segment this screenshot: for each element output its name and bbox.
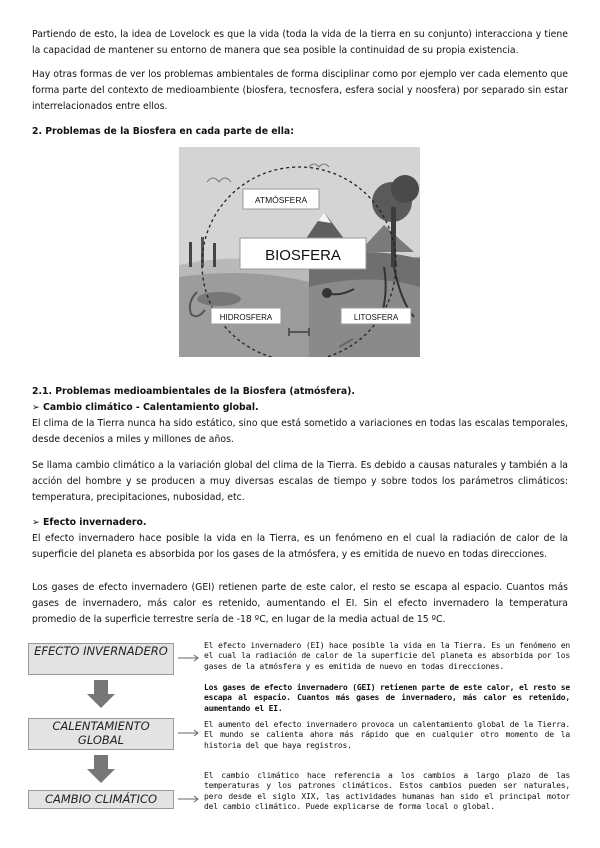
cambio-climatico-description: El cambio climático hace referencia a los cambios a largo plazo de las temperaturas y los patrones climáticos. Estos cambios pueden ser naturales, pero desde el siglo XIX, las actividades humanas han sido el principal motor del cambio climático. Puede explicarse de forma local o global. [204,771,570,811]
section-2-1-heading: 2.1. Problemas medioambientales de la Biosfera (atmósfera). [32,386,355,397]
litosfera-label: LITOSFERA [353,313,399,322]
calentamiento-global-box: CALENTAMIENTO GLOBAL [28,718,174,750]
atmosfera-label: ATMÓSFERA [254,195,308,205]
biosfera-illustration [179,147,420,357]
arrow-right-icon [178,729,200,737]
efecto-invernadero-subheading: ➢ Efecto invernadero. [32,517,147,528]
efecto-invernadero-paragraph-1: El efecto invernadero hace posible la vida en la Tierra, es un fenómeno en el cual la radiación de calor de la superficie del planeta es absorbida por los gases de la atmósfera, y es emitida de nuevo en todas direcciones. [32,533,568,560]
gei-description: Los gases de efecto invernadero (GEI) retienen parte de este calor, el resto se escapa al espacio. Cuantos más gases de invernadero, más calor es retenido, aumentando el EI. [204,683,570,713]
section-2-heading: 2. Problemas de la Biosfera en cada parte de ella: [32,126,294,137]
cambio-climatico-paragraph-2: Se llama cambio climático a la variación global del clima de la Tierra. Es debido a causas naturales y también a la acción del hombre y se producen a muy diversas escalas de tiempo y sobre todos los parámetros climáticos: temperatura, precipitaciones, nubosidad, etc. [32,460,568,503]
efecto-invernadero-paragraph-2: Los gases de efecto invernadero (GEI) retienen parte de este calor, el resto se escapa al espacio. Cuantos más gases de invernadero, más calor es retenido, aumentando el EI. Sin el efecto invernadero la temperatura promedio de la superficie terrestre sería de -18 ºC, en lugar de la media actual de 15 ºC. [32,582,568,625]
cambio-climatico-subheading: ➢ Cambio climático - Calentamiento global. [32,402,259,413]
calentamiento-global-description: El aumento del efecto invernadero provoca un calentamiento global de la Tierra. El mundo se calienta ahora más rápido que en cualquier otro momento de la historia del que haya registros. [204,720,570,750]
arrow-right-icon [178,795,200,803]
intro-paragraph-1: Partiendo de esto, la idea de Lovelock es que la vida (toda la vida de la tierra en su conjunto) interacciona y tiene la capacidad de mantener su entorno de manera que sea posible la continuidad de su propia existencia. [32,29,568,56]
efecto-invernadero-box: EFECTO INVERNADERO [28,643,174,675]
cambio-climatico-box: CAMBIO CLIMÁTICO [28,790,174,809]
arrow-down-icon [86,755,116,783]
arrow-right-icon [178,654,200,662]
efecto-invernadero-description: El efecto invernadero (EI) hace posible la vida en la Tierra. Es un fenómeno en el cual la radiación de calor de la superficie del planeta es absorbida por los gases de la atmósfera y es emitida de nuevo en todas direcciones. [204,641,570,671]
intro-paragraph-2: Hay otras formas de ver los problemas ambientales de forma disciplinar como por ejemplo ver cada elemento que forma parte del contexto de medioambiente (biosfera, tecnosfera, esfera social y noosfera) por separado sin estar interrelacionados entre ellos. [32,69,568,112]
cambio-climatico-paragraph-1: El clima de la Tierra nunca ha sido estático, sino que está sometido a variaciones en todas las escalas temporales, desde decenios a miles y millones de años. [32,418,568,445]
biosfera-label: BIOSFERA [265,247,341,264]
hidrosfera-label: HIDROSFERA [219,313,273,322]
arrow-down-icon [86,680,116,708]
